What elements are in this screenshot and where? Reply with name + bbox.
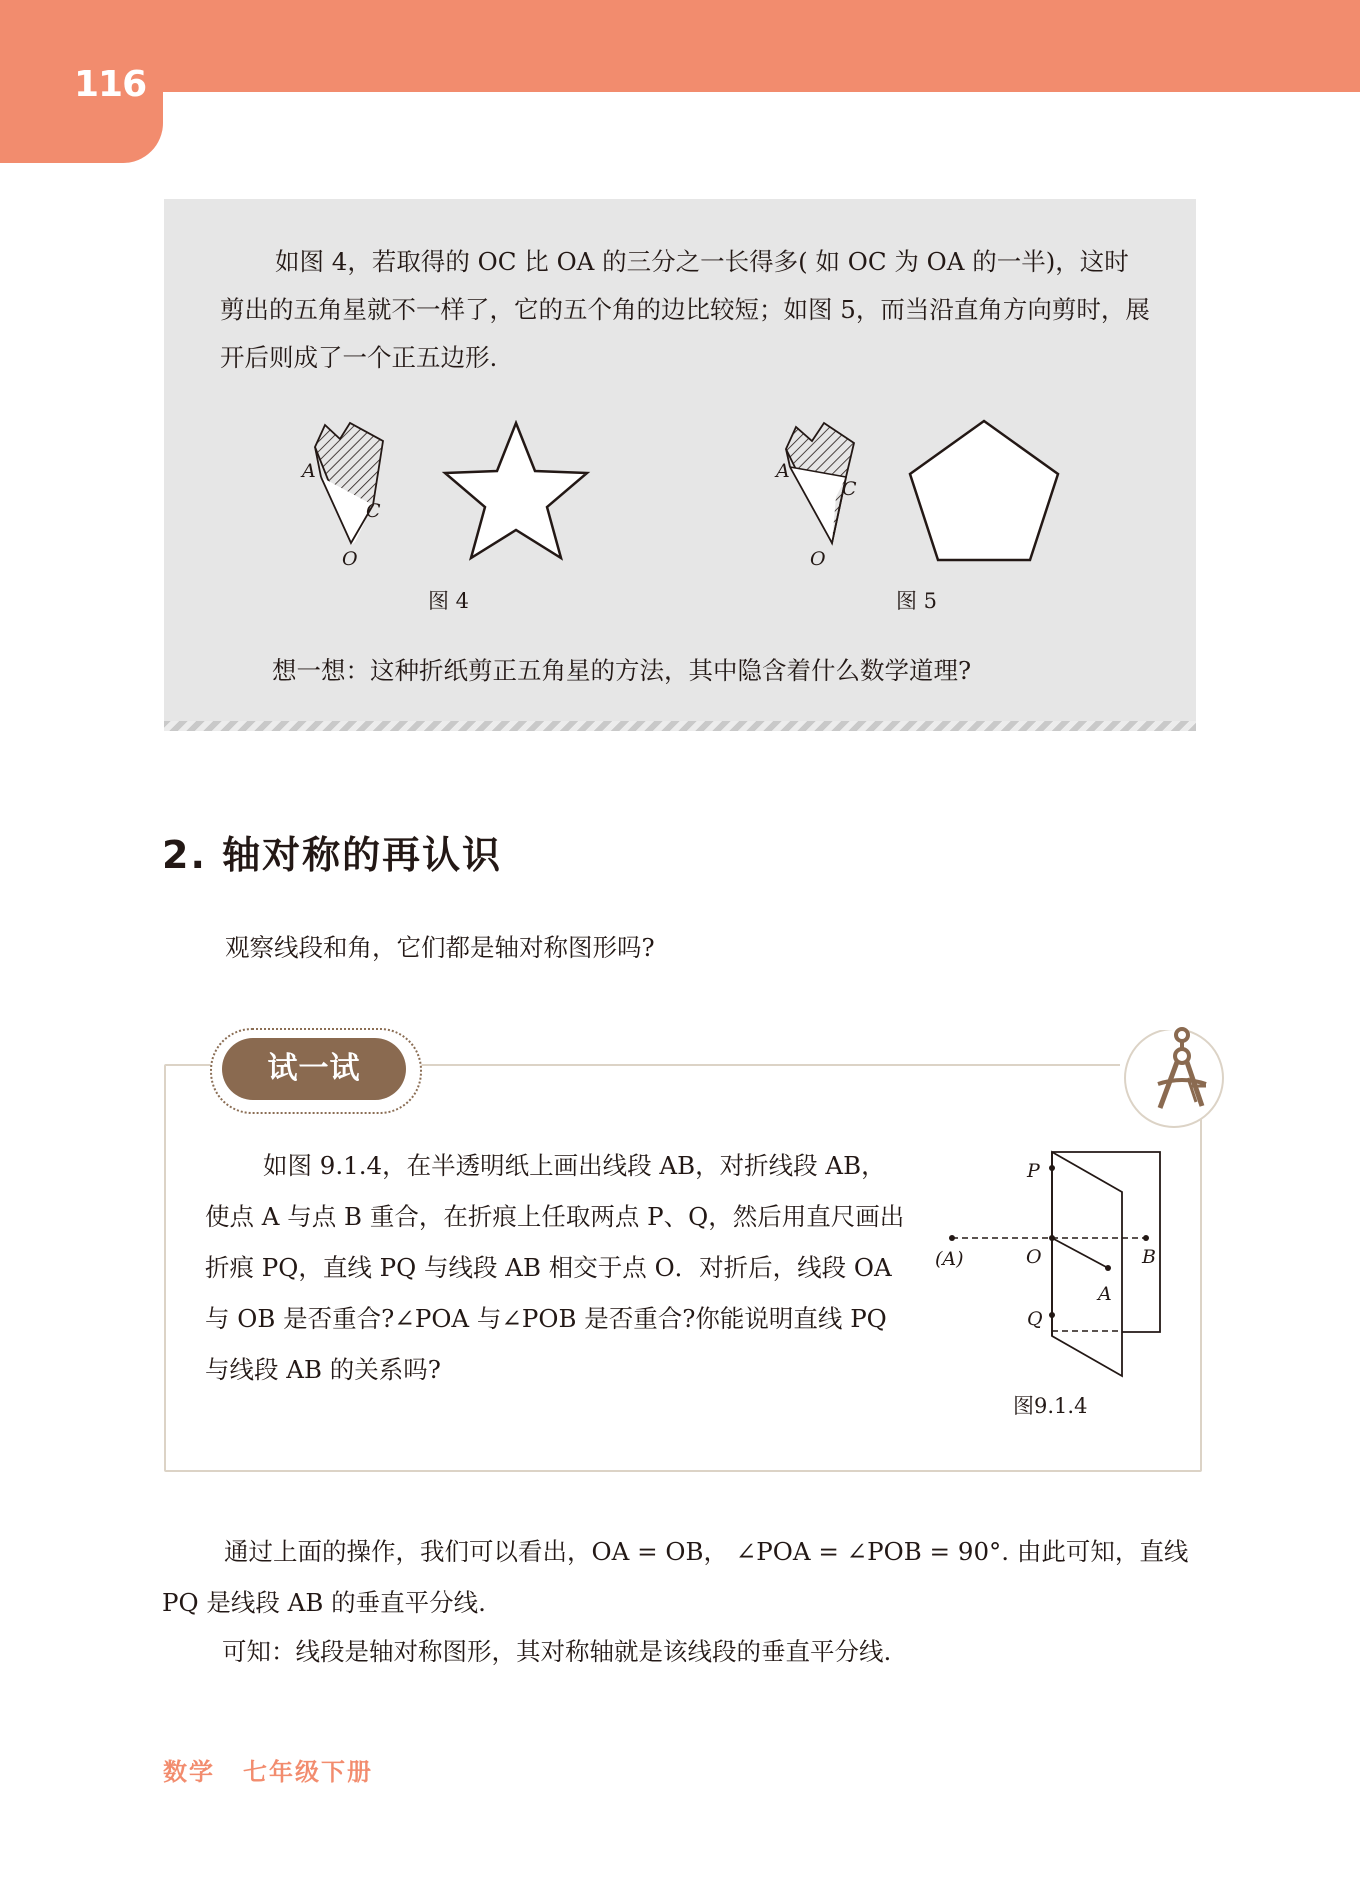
- figure-4-caption: 图 4: [428, 589, 470, 613]
- figure-4-star: [440, 420, 592, 564]
- fig914-label-o: O: [1026, 1246, 1042, 1268]
- fig5-label-o: O: [810, 548, 826, 570]
- conclusion-summary: 可知：线段是轴对称图形，其对称轴就是该线段的垂直平分线.: [222, 1637, 892, 1666]
- fig4-label-o: O: [342, 548, 358, 570]
- fig5-label-a: A: [776, 460, 790, 482]
- figure-5-pentagon: [905, 418, 1063, 566]
- fig914-label-a: A: [1098, 1283, 1112, 1305]
- fig914-label-q: Q: [1027, 1308, 1043, 1330]
- footer-subject: 数学: [163, 1758, 215, 1786]
- compass-icon: [1148, 1026, 1216, 1116]
- fig5-label-c: C: [842, 478, 857, 500]
- figure-9-1-4-caption: 图9.1.4: [1013, 1394, 1088, 1418]
- footer: [163, 1752, 401, 1787]
- page-number: 116: [74, 64, 147, 105]
- fig914-label-p: P: [1027, 1160, 1040, 1182]
- fig914-label-b: B: [1142, 1246, 1156, 1268]
- section-title: 2. 轴对称的再认识: [162, 833, 503, 877]
- reading-panel-stripe: [164, 721, 1196, 731]
- footer-grade: 七年级下册: [243, 1758, 373, 1786]
- fig4-label-c: C: [366, 500, 381, 522]
- try-paragraph: 如图 9.1.4，在半透明纸上画出线段 AB，对折线段 AB，使点 A 与点 B 重合，在折痕上任取两点 P、Q，然后用直尺画出折痕 PQ，直线 PQ 与线段 AB 相交于点 O．对折后，线段 OA 与 OB 是否重合?∠POA 与∠POB 是否重合?你能说明直线 PQ 与线段 AB 的关系吗?: [205, 1151, 905, 1384]
- reading-paragraph: 如图 4，若取得的 OC 比 OA 的三分之一长得多( 如 OC 为 OA 的一半)，这时剪出的五角星就不一样了，它的五个角的边比较短；如图 5，而当沿直角方向剪时，展开后则成了一个正五边形.: [220, 247, 1150, 372]
- figure-5-folded-paper: [772, 415, 882, 575]
- observe-question: 观察线段和角，它们都是轴对称图形吗?: [225, 933, 655, 962]
- figure-5-caption: 图 5: [896, 589, 938, 613]
- fig4-label-a: A: [302, 460, 316, 482]
- try-box-corner-cover-top: [1120, 990, 1230, 1030]
- conclusion-paragraph: 通过上面的操作，我们可以看出，OA = OB， ∠POA = ∠POB = 90°. 由此可知，直线 PQ 是线段 AB 的垂直平分线.: [162, 1537, 1189, 1617]
- think-question: 想一想：这种折纸剪正五角星的方法，其中隐含着什么数学道理?: [272, 656, 972, 685]
- fig914-label-a-paren: (A): [935, 1248, 964, 1270]
- try-badge: 试一试: [222, 1038, 406, 1100]
- header-bar: [0, 0, 1360, 92]
